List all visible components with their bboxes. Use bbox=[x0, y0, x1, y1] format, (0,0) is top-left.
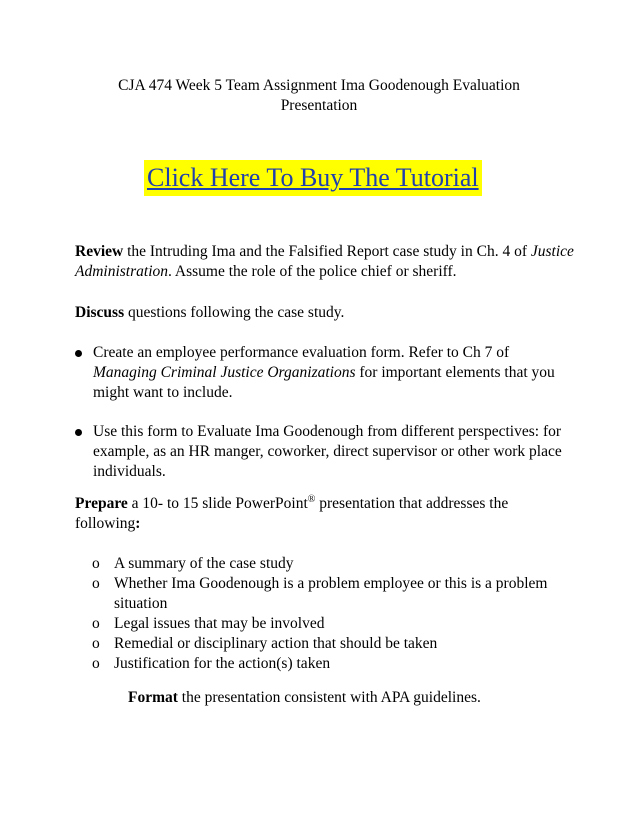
bullet1-text-1: Create an employee performance evaluation form. Refer to Ch 7 of bbox=[93, 344, 510, 361]
bullet-dot-icon bbox=[75, 429, 82, 436]
prepare-paragraph bbox=[75, 494, 575, 534]
bullet-list-1 bbox=[75, 343, 575, 403]
format-paragraph bbox=[128, 688, 481, 708]
bullet2-text: Use this form to Evaluate Ima Goodenough from different perspectives: for example, as an HR manger, coworker, direct supervisor or other work place individuals. bbox=[93, 423, 562, 480]
bullet-item-evaluation-form bbox=[75, 343, 575, 403]
bullet-item-evaluate bbox=[75, 422, 575, 482]
discuss-keyword: Discuss bbox=[75, 304, 125, 321]
buy-tutorial-link[interactable]: Click Here To Buy The Tutorial bbox=[144, 160, 482, 196]
review-keyword: Review bbox=[75, 243, 124, 260]
list-item bbox=[92, 614, 572, 634]
list-item bbox=[92, 574, 572, 614]
prepare-text-2: presentation that addresses the following bbox=[75, 495, 509, 532]
review-text-1: the Intruding Ima and the Falsified Report case study in Ch. 4 of bbox=[123, 243, 531, 260]
bullet1-book-title: Managing Criminal Justice Organizations bbox=[93, 364, 356, 381]
bullet-list-2 bbox=[75, 422, 575, 482]
list-item-text: Remedial or disciplinary action that should be taken bbox=[114, 635, 438, 652]
circle-bullet-icon: o bbox=[92, 555, 100, 572]
review-paragraph bbox=[75, 242, 575, 282]
circle-bullet-icon: o bbox=[92, 575, 100, 592]
list-item-text: Whether Ima Goodenough is a problem employee or this is a problem situation bbox=[114, 575, 548, 612]
sub-item-list bbox=[92, 554, 572, 674]
list-item-text: Justification for the action(s) taken bbox=[114, 655, 331, 672]
circle-bullet-icon: o bbox=[92, 615, 100, 632]
prepare-keyword: Prepare bbox=[75, 495, 128, 512]
circle-bullet-icon: o bbox=[92, 635, 100, 652]
list-item bbox=[92, 654, 572, 674]
review-text-2: . Assume the role of the police chief or sheriff. bbox=[168, 263, 457, 280]
list-item-text: A summary of the case study bbox=[114, 555, 294, 572]
discuss-text: questions following the case study. bbox=[124, 304, 345, 321]
discuss-paragraph bbox=[75, 303, 575, 323]
title-line-2: Presentation bbox=[280, 97, 358, 114]
format-text: the presentation consistent with APA guidelines. bbox=[177, 689, 481, 706]
registered-mark: ® bbox=[307, 493, 316, 505]
list-item bbox=[92, 554, 572, 574]
bullet-dot-icon bbox=[75, 350, 82, 357]
prepare-text-1: a 10- to 15 slide PowerPoint bbox=[127, 495, 308, 512]
list-item bbox=[92, 634, 572, 654]
document-title bbox=[90, 76, 548, 116]
bullet1-text-2: for important elements that you might want to include. bbox=[93, 364, 555, 401]
review-book-title: Justice Administration bbox=[75, 243, 574, 280]
prepare-colon: : bbox=[135, 515, 141, 532]
circle-bullet-icon: o bbox=[92, 655, 100, 672]
title-line-1: CJA 474 Week 5 Team Assignment Ima Goodenough Evaluation bbox=[118, 77, 520, 94]
list-item-text: Legal issues that may be involved bbox=[114, 615, 325, 632]
format-keyword: Format bbox=[128, 689, 178, 706]
